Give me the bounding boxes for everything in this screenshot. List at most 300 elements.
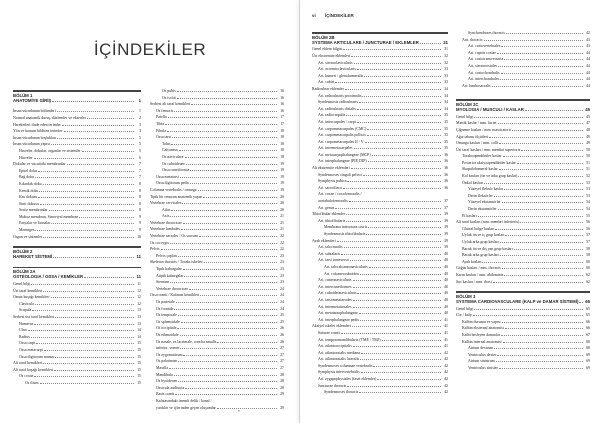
toc-entry[interactable]: [150, 128, 284, 135]
page-ref: 65: [586, 313, 590, 318]
dot-leader: [177, 98, 277, 99]
toc-entry[interactable]: [13, 360, 141, 367]
toc-entry[interactable]: [456, 358, 590, 365]
toc-entry[interactable]: [13, 334, 141, 341]
toc-entry-title: Clavicula: [19, 301, 34, 306]
toc-entry-title: Art. interphalangeae (PIP, DIP): [318, 159, 367, 164]
dot-leader: [182, 203, 277, 204]
page-ref: 50: [586, 154, 590, 159]
toc-entry[interactable]: [456, 352, 590, 359]
toc-entry[interactable]: [312, 46, 448, 53]
toc-entry[interactable]: [13, 380, 141, 387]
page-ref: 39: [444, 212, 448, 217]
toc-entry[interactable]: [312, 297, 448, 304]
toc-entry[interactable]: [456, 239, 590, 246]
toc-entry[interactable]: [312, 53, 448, 60]
dot-leader: [43, 184, 134, 185]
toc-entry[interactable]: [150, 405, 284, 412]
toc-entry[interactable]: [456, 70, 590, 77]
page-ref: 15: [137, 374, 141, 379]
page-ref: 20: [280, 207, 284, 212]
toc-entry[interactable]: [456, 246, 590, 253]
toc-entry[interactable]: [312, 158, 448, 165]
toc-entry[interactable]: [456, 134, 590, 141]
toc-entry[interactable]: [456, 127, 590, 134]
toc-entry[interactable]: [150, 121, 284, 128]
toc-entry[interactable]: [150, 114, 284, 121]
dot-leader: [199, 236, 277, 237]
toc-entry[interactable]: [312, 264, 448, 271]
toc-entry[interactable]: [456, 272, 590, 279]
page-ref: 20: [280, 194, 284, 199]
dot-leader: [31, 337, 134, 338]
toc-entry[interactable]: [150, 220, 284, 227]
toc-entry[interactable]: [150, 273, 284, 280]
toc-entry[interactable]: [150, 339, 284, 346]
toc-entry[interactable]: [312, 290, 448, 297]
toc-entry[interactable]: [150, 180, 284, 187]
toc-entry[interactable]: [456, 153, 590, 160]
toc-entry[interactable]: [312, 350, 448, 357]
page-ref: 35: [444, 139, 448, 144]
toc-entry[interactable]: [312, 277, 448, 284]
toc-entry[interactable]: [150, 319, 284, 326]
toc-entry[interactable]: [150, 95, 284, 102]
toc-entry[interactable]: [456, 147, 590, 154]
toc-entry[interactable]: [13, 174, 141, 181]
page-ref: 40: [444, 304, 448, 309]
toc-entry[interactable]: [150, 279, 284, 286]
dot-leader: [79, 217, 134, 218]
toc-entry[interactable]: [456, 219, 590, 226]
toc-entry[interactable]: [150, 174, 284, 181]
toc-entry[interactable]: [150, 167, 284, 174]
toc-entry[interactable]: [312, 99, 448, 106]
toc-entry[interactable]: [312, 310, 448, 317]
toc-entry-title: Os sphenoidale: [156, 319, 180, 324]
toc-entry[interactable]: [312, 106, 448, 113]
toc-entry[interactable]: [13, 122, 141, 129]
toc-entry[interactable]: [13, 220, 141, 227]
toc-entry[interactable]: [150, 213, 284, 220]
toc-entry[interactable]: [150, 141, 284, 148]
toc-entry[interactable]: [13, 294, 141, 301]
toc-entry[interactable]: [312, 323, 448, 330]
toc-entry[interactable]: [456, 325, 590, 332]
section-rule: [13, 90, 141, 92]
toc-entry[interactable]: [312, 205, 448, 212]
toc-entry[interactable]: [150, 259, 284, 266]
toc-entry[interactable]: [312, 383, 448, 390]
toc-entry[interactable]: [456, 226, 590, 233]
toc-entry[interactable]: [150, 292, 284, 299]
toc-entry[interactable]: [456, 365, 590, 372]
toc-entry[interactable]: [456, 166, 590, 173]
toc-entry[interactable]: [456, 199, 590, 206]
toc-entry-title: Ossicula auditoria: [156, 385, 185, 390]
toc-entry[interactable]: [312, 93, 448, 100]
toc-entry[interactable]: [150, 352, 284, 359]
toc-entry-title: Derin ekstansörler: [468, 207, 497, 212]
toc-entry-title: Columna vertebralis / omurga: [150, 187, 197, 192]
toc-entry-title: Synchondroses thoracis: [468, 31, 505, 35]
toc-entry[interactable]: [150, 345, 284, 352]
page-ref: 40: [444, 251, 448, 256]
toc-entry-title: Art. genus: [318, 205, 335, 210]
toc-entry[interactable]: [456, 114, 590, 121]
toc-entry[interactable]: [312, 218, 448, 225]
toc-entry[interactable]: [13, 214, 141, 221]
toc-entry[interactable]: [456, 312, 590, 319]
toc-entry[interactable]: [150, 266, 284, 273]
toc-entry[interactable]: [13, 301, 141, 308]
toc-entry[interactable]: [150, 187, 284, 194]
dot-leader: [496, 361, 583, 362]
section-rule: [13, 267, 141, 269]
toc-entry[interactable]: [13, 181, 141, 188]
page-ref: 40: [444, 311, 448, 316]
dot-leader: [185, 388, 277, 389]
toc-entry[interactable]: [456, 83, 590, 90]
toc-entry[interactable]: [13, 188, 141, 195]
toc-entry[interactable]: [312, 145, 448, 152]
toc-entry[interactable]: [312, 251, 448, 258]
toc-entry[interactable]: [456, 265, 590, 272]
dot-leader: [183, 355, 277, 356]
page-ref: 22: [280, 240, 284, 245]
dot-leader: [180, 177, 277, 178]
toc-entry[interactable]: [150, 306, 284, 313]
page-ref: 19: [280, 181, 284, 186]
toc-entry[interactable]: [456, 279, 590, 286]
toc-entry[interactable]: [150, 286, 284, 293]
section-title[interactable]: [456, 299, 590, 306]
page-ref: 36: [444, 152, 448, 157]
toc-entry-title: Os coxae: [19, 374, 34, 379]
toc-entry[interactable]: [13, 201, 141, 208]
toc-entry[interactable]: [13, 148, 141, 155]
toc-entry[interactable]: [150, 253, 284, 260]
toc-entry[interactable]: [456, 206, 590, 213]
toc-entry[interactable]: [456, 56, 590, 63]
section-label: BÖLÜM 2C: [456, 101, 479, 107]
toc-entry[interactable]: [150, 154, 284, 161]
toc-entry-title: İnsan vücudunun bölümleri: [13, 109, 56, 114]
toc-entry-title: Kalbin eksternal anatomisi: [462, 326, 504, 331]
toc-entry[interactable]: [150, 385, 284, 392]
section-title[interactable]: [13, 254, 141, 261]
toc-entry-title: Art. costovertebrales: [468, 44, 501, 49]
toc-entry-title: Humerus: [19, 321, 34, 326]
dot-leader: [49, 210, 134, 211]
dot-leader: [492, 86, 583, 87]
dot-leader: [171, 144, 277, 145]
page-ref: 32: [444, 60, 448, 65]
toc-entry[interactable]: [312, 172, 448, 179]
toc-entry[interactable]: [456, 259, 590, 266]
section-title[interactable]: [312, 40, 448, 47]
toc-entry[interactable]: [150, 161, 284, 168]
toc-entry-title: Syndesmoses columnae vertebralis: [318, 363, 373, 368]
toc-entry[interactable]: [456, 232, 590, 239]
toc-entry[interactable]: [312, 224, 448, 231]
spacer: [13, 261, 141, 265]
section-title[interactable]: [13, 274, 141, 281]
dot-leader: [40, 204, 134, 205]
toc-entry[interactable]: [150, 147, 284, 154]
page-ref: 69: [586, 352, 590, 357]
toc-entry[interactable]: [13, 141, 141, 148]
toc-entry[interactable]: [150, 200, 284, 207]
toc-entry-title: Ventriculus sinister: [468, 365, 498, 370]
toc-entry[interactable]: [312, 337, 448, 344]
toc-entry[interactable]: [312, 112, 448, 119]
dot-leader: [346, 214, 441, 215]
toc-entry[interactable]: [456, 319, 590, 326]
toc-entry[interactable]: [150, 194, 284, 201]
toc-entry[interactable]: [13, 288, 141, 295]
dot-leader: [525, 110, 583, 111]
toc-entry[interactable]: [312, 86, 448, 93]
toc-entry[interactable]: [150, 88, 284, 95]
toc-entry[interactable]: [456, 76, 590, 83]
toc-entry[interactable]: [312, 66, 448, 73]
page-ref: 43: [586, 44, 590, 49]
toc-entry[interactable]: [456, 332, 590, 339]
toc-entry-title: Os femoris: [156, 108, 174, 113]
toc-entry[interactable]: [312, 231, 448, 238]
dot-leader: [204, 262, 277, 263]
toc-entry[interactable]: [13, 281, 141, 288]
toc-entry[interactable]: [456, 186, 590, 193]
toc-entry[interactable]: [312, 284, 448, 291]
dot-leader: [500, 255, 583, 256]
toc-entry[interactable]: [312, 132, 448, 139]
dot-leader: [514, 249, 583, 250]
page-ref: 33: [444, 67, 448, 72]
dot-leader: [191, 104, 277, 105]
toc-entry[interactable]: [150, 226, 284, 233]
toc-entry[interactable]: [312, 198, 448, 205]
toc-entry[interactable]: [312, 152, 448, 159]
toc-entry[interactable]: [13, 108, 141, 115]
toc-entry[interactable]: [150, 372, 284, 379]
toc-entry[interactable]: [456, 306, 590, 313]
toc-entry[interactable]: [456, 193, 590, 200]
toc-entry[interactable]: [312, 376, 448, 383]
toc-entry[interactable]: [13, 128, 141, 135]
toc-entry[interactable]: [456, 63, 590, 70]
dot-leader: [359, 313, 441, 314]
page-ref: 34: [444, 106, 448, 111]
toc-entry[interactable]: [456, 252, 590, 259]
toc-entry[interactable]: [456, 339, 590, 346]
dot-leader: [353, 346, 441, 347]
toc-entry[interactable]: [312, 257, 448, 264]
toc-entry[interactable]: [456, 37, 590, 44]
page-ref: 55: [586, 213, 590, 218]
toc-entry[interactable]: [13, 135, 141, 142]
page-ref: 66: [586, 319, 590, 324]
toc-entry[interactable]: [312, 185, 448, 192]
dot-leader: [64, 131, 135, 132]
toc-entry[interactable]: [312, 178, 448, 185]
toc-entry[interactable]: [150, 391, 284, 398]
toc-entry[interactable]: [312, 139, 448, 146]
page-ref: 53: [586, 187, 590, 192]
toc-entry[interactable]: [13, 207, 141, 214]
toc-entry[interactable]: [312, 304, 448, 311]
toc-entry-title: Art. calcaneocuboidea: [324, 271, 359, 276]
page-ref: 40: [444, 264, 448, 269]
toc-entry[interactable]: [13, 307, 141, 314]
dot-leader: [520, 222, 583, 223]
section-title-text: SYSTEMA ARTICULARE / JUNCTURAE / EKLEMLER: [312, 39, 419, 45]
page-ref: 8: [139, 195, 141, 200]
toc-entry[interactable]: [13, 168, 141, 175]
toc-entry-title: Syndesmosis tibiofibularis: [324, 232, 366, 237]
toc-entry[interactable]: [150, 365, 284, 372]
page-ref: 44: [586, 57, 590, 62]
toc-entry[interactable]: [13, 234, 141, 241]
toc-entry[interactable]: [312, 119, 448, 126]
page-ref: 9: [139, 221, 141, 226]
toc-entry-title: Os naviculare: [162, 154, 184, 159]
dot-leader: [178, 361, 277, 362]
page-ref: 36: [444, 159, 448, 164]
toc-entry[interactable]: [312, 330, 448, 337]
toc-entry[interactable]: [13, 115, 141, 122]
toc-entry[interactable]: [312, 317, 448, 324]
toc-entry[interactable]: [312, 165, 448, 172]
page-ref: 35: [444, 113, 448, 118]
page-ref: 26: [280, 332, 284, 337]
toc-entry[interactable]: [150, 134, 284, 141]
toc-entry[interactable]: [456, 30, 590, 37]
toc-entry[interactable]: [13, 227, 141, 234]
toc-entry-title: yarıklar ve içlerinden geçen oluşumlar: [156, 405, 216, 410]
toc-entry-title: Ossa digitorum pedis: [156, 181, 190, 186]
page-ref: 49: [586, 134, 590, 139]
toc-entry[interactable]: [312, 79, 448, 86]
toc-entry[interactable]: [312, 238, 448, 245]
toc-entry[interactable]: [312, 363, 448, 370]
dot-leader: [183, 223, 277, 224]
toc-entry[interactable]: [312, 73, 448, 80]
section-title[interactable]: [456, 107, 590, 114]
toc-entry[interactable]: [456, 43, 590, 50]
toc-entry[interactable]: [150, 233, 284, 240]
toc-entry-title: Symphysis pubica: [318, 179, 347, 184]
toc-entry[interactable]: [150, 332, 284, 339]
toc-entry-title: Radioulnar eklemler: [312, 86, 344, 91]
section-label: BÖLÜM 2B: [312, 34, 335, 40]
toc-entry-title: Atrium sinistrum: [468, 359, 495, 364]
toc-entry[interactable]: [456, 213, 590, 220]
page-ref: 23: [280, 253, 284, 258]
toc-entry[interactable]: [456, 160, 590, 167]
toc-entry[interactable]: [150, 240, 284, 247]
toc-entry[interactable]: [13, 161, 141, 168]
page-ref: 16: [280, 95, 284, 100]
page-ref: 9: [139, 228, 141, 233]
toc-entry[interactable]: [150, 207, 284, 214]
toc-entry[interactable]: [13, 327, 141, 334]
toc-entry-title: Alt ekstremite eklemleri: [312, 166, 350, 171]
toc-entry[interactable]: [150, 358, 284, 365]
dot-leader: [82, 151, 134, 152]
dot-leader: [43, 363, 134, 364]
toc-entry[interactable]: [13, 194, 141, 201]
toc-entry-title: Genel eklem bilgisi: [312, 47, 343, 52]
toc-entry[interactable]: [456, 173, 590, 180]
page-ref: 27: [280, 352, 284, 357]
toc-entry-title: Os cuboideum: [162, 161, 185, 166]
toc-entry[interactable]: [150, 101, 284, 108]
page-ref: 8: [139, 188, 141, 193]
toc-entry[interactable]: [456, 120, 590, 127]
dot-leader: [335, 82, 441, 83]
toc-entry[interactable]: [456, 180, 590, 187]
toc-entry[interactable]: [312, 369, 448, 376]
toc-entry[interactable]: [312, 271, 448, 278]
toc-entry[interactable]: [150, 398, 284, 405]
dot-leader: [190, 183, 277, 184]
toc-entry[interactable]: [150, 108, 284, 115]
toc-entry[interactable]: [150, 246, 284, 253]
page-ref: 54: [586, 200, 590, 205]
dot-leader: [51, 223, 134, 224]
page-ref: 8: [139, 181, 141, 186]
dot-leader: [504, 275, 583, 276]
toc-entry-title: Art. atlantooccipitalis: [318, 344, 352, 349]
toc-entry[interactable]: [13, 155, 141, 162]
toc-entry[interactable]: [150, 325, 284, 332]
dot-leader: [52, 101, 134, 102]
toc-entry[interactable]: [312, 343, 448, 350]
toc-entry[interactable]: [150, 378, 284, 385]
toc-entry[interactable]: [456, 140, 590, 147]
page-ref: 69: [586, 365, 590, 370]
page-ref: 41: [444, 317, 448, 322]
toc-entry[interactable]: [312, 389, 448, 396]
toc-entry[interactable]: [456, 345, 590, 352]
toc-entry[interactable]: [13, 321, 141, 328]
toc-entry[interactable]: [312, 244, 448, 251]
toc-entry[interactable]: [312, 356, 448, 363]
toc-entry[interactable]: [13, 347, 141, 354]
toc-entry[interactable]: [312, 126, 448, 133]
toc-entry-title: Art. costochondralis: [468, 70, 500, 75]
section-title[interactable]: [13, 98, 141, 105]
toc-entry-title: Uyluk ön ve iç grup kasları: [462, 233, 505, 238]
toc-entry[interactable]: [312, 191, 448, 198]
toc-entry[interactable]: [13, 367, 141, 374]
toc-entry[interactable]: [13, 340, 141, 347]
toc-entry[interactable]: [150, 299, 284, 306]
toc-entry[interactable]: [150, 312, 284, 319]
toc-entry[interactable]: [13, 373, 141, 380]
section-title-text: MYOLOGIA / MUSCULI / KASLAR: [456, 107, 524, 113]
dot-leader: [67, 164, 134, 165]
toc-entry[interactable]: [13, 314, 141, 321]
toc-entry[interactable]: [13, 354, 141, 361]
toc-entry[interactable]: [312, 60, 448, 67]
toc-entry-title: Ayak eklemleri: [312, 238, 336, 243]
toc-entry[interactable]: [312, 211, 448, 218]
toc-entry[interactable]: [456, 50, 590, 57]
dot-leader: [84, 277, 134, 278]
